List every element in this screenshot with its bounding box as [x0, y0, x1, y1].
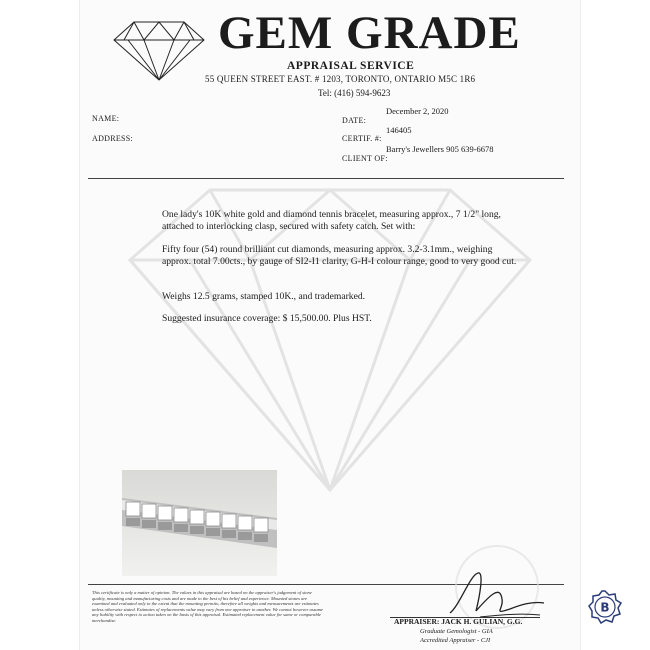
disclaimer-text: This certificate is only a matter of opinion. The values in this appraisal are based on the appraiser's judgement of stone quality, mounting and manufacturing costs and are made to the best of his belief and experience. Mounted stones are examined and evaluated only to the extent that the mounting permits; therefore all weights and measurements are estimates unless otherwise stated. Estimates of replacements value may vary from one appraiser to another. We cannot however assume any liability with respect to action taken on the basis of this appraisal. Estimated replacement value for same or comparable merchandise. — [92, 590, 324, 623]
weight-description — [162, 291, 522, 303]
date-value: December 2, 2020 — [386, 106, 449, 116]
bracelet-photo — [122, 470, 277, 576]
badge-letter: B — [600, 600, 610, 615]
description-paragraph: Suggested insurance coverage: $ 15,500.00. Plus HST. — [162, 313, 372, 324]
client-value: Barry's Jewellers 905 639-6678 — [386, 144, 494, 154]
item-description — [162, 209, 522, 233]
company-subtitle: APPRAISAL SERVICE — [287, 60, 415, 72]
address-label: ADDRESS: — [92, 134, 134, 143]
appraiser-credential-gia: Graduate Gemologist - GIA — [420, 628, 493, 635]
appraiser-signature — [440, 565, 550, 621]
client-label: CLIENT OF: — [342, 154, 388, 163]
certif-label: CERTIF. #: — [342, 134, 382, 143]
company-address: 55 QUEEN STREET EAST. # 1203, TORONTO, ONTARIO M5C 1R6 — [205, 74, 476, 84]
brand-badge-icon — [588, 590, 622, 624]
description-paragraph: One lady's 10K white gold and diamond tennis bracelet, measuring approx., 7 1/2" long, attached to interlocking clasp, secured with safety catch. Set with: — [162, 209, 501, 232]
date-label: DATE: — [342, 116, 367, 125]
diamond-logo-icon — [110, 18, 208, 82]
appraiser-credential-cji: Accredited Appraiser - CJI — [420, 637, 491, 644]
certif-value: 146405 — [386, 125, 412, 135]
name-label: NAME: — [92, 114, 120, 123]
header-divider — [88, 178, 564, 179]
insurance-coverage — [162, 313, 522, 325]
appraiser-name: APPRAISER: JACK H. GULIAN, G.G. — [394, 617, 523, 626]
diamond-description — [162, 244, 522, 268]
description-paragraph: Weighs 12.5 grams, stamped 10K., and trademarked. — [162, 291, 366, 302]
company-name: GEM GRADE — [218, 7, 521, 59]
bracelet-image — [122, 470, 277, 576]
company-phone: Tel: (416) 594-9623 — [318, 88, 391, 98]
description-paragraph: Fifty four (54) round brilliant cut diamonds, measuring approx. 3.2-3.1mm., weighing approx. total 7.00cts., by gauge of SI2-I1 clarity, G-H-I colour range, good to very good cut. — [162, 244, 517, 267]
